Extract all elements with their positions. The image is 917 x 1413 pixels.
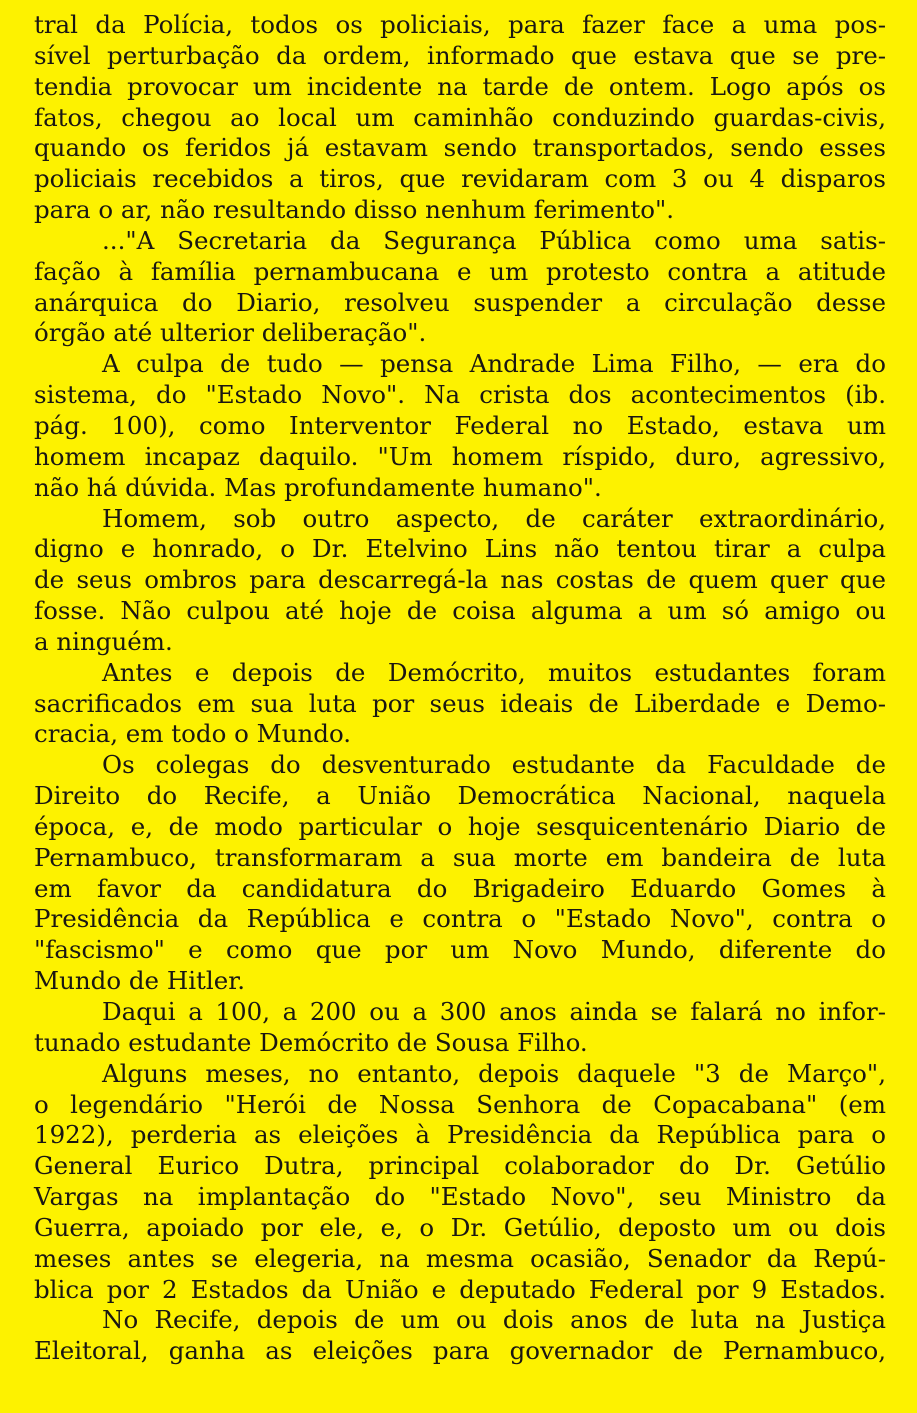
- text-line: Os colegas do desventurado estudante da Faculdade de: [102, 750, 886, 780]
- text-line: ..."A Secretaria da Segurança Pública como uma satis-: [102, 225, 886, 255]
- text-line: Mundo de Hitler.: [34, 966, 246, 996]
- text-line: fosse. Não culpou até hoje de coisa alguma a um só amigo ou: [34, 596, 886, 626]
- text-line: "fascismo" e como que por um Novo Mundo, diferente do: [34, 935, 886, 965]
- text-line: Pernambuco, transformaram a sua morte em bandeira de luta: [34, 842, 886, 872]
- text-line: não há dúvida. Mas profundamente humano".: [34, 472, 602, 502]
- text-line: tral da Polícia, todos os policiais, para fazer face a uma pos-: [34, 10, 886, 39]
- text-line: anárquica do Diario, resolveu suspender a circulação desse: [34, 287, 886, 317]
- text-line: sacrificados em sua luta por seus ideais de Liberdade e Demo-: [34, 688, 886, 718]
- text-line: General Eurico Dutra, principal colaborador do Dr. Getúlio: [34, 1151, 886, 1181]
- text-line: Direito do Recife, a União Democrática Nacional, naquela: [34, 781, 886, 811]
- text-line: homem incapaz daquilo. "Um homem ríspido, duro, agressivo,: [34, 441, 886, 471]
- text-line: A culpa de tudo — pensa Andrade Lima Filho, — era do: [102, 349, 886, 379]
- text-line: digno e honrado, o Dr. Etelvino Lins não tentou tirar a culpa: [34, 534, 886, 564]
- text-line: blica por 2 Estados da União e deputado Federal por 9 Estados.: [34, 1274, 886, 1304]
- text-line: fatos, chegou ao local um caminhão conduzindo guardas-civis,: [34, 102, 886, 132]
- text-line: Alguns meses, no entanto, depois daquele "3 de Março",: [102, 1058, 886, 1088]
- text-line: Guerra, apoiado por ele, e, o Dr. Getúlio, deposto um ou dois: [34, 1212, 886, 1242]
- text-line: tunado estudante Demócrito de Sousa Filho.: [34, 1027, 588, 1057]
- text-line: a ninguém.: [34, 626, 173, 656]
- text-line: meses antes se elegeria, na mesma ocasião, Senador da Repú-: [34, 1243, 886, 1273]
- text-line: policiais recebidos a tiros, que revidaram com 3 ou 4 disparos: [34, 164, 886, 194]
- text-line: Homem, sob outro aspecto, de caráter extraordinário,: [102, 503, 886, 533]
- text-line: época, e, de modo particular o hoje sesquicentenário Diario de: [34, 811, 886, 841]
- text-line: quando os feridos já estavam sendo transportados, sendo esses: [34, 133, 886, 163]
- text-line: o legendário "Herói de Nossa Senhora de Copacabana" (em: [34, 1089, 886, 1119]
- text-line: de seus ombros para descarregá-la nas costas de quem quer que: [34, 565, 886, 595]
- text-line: Presidência da República e contra o "Estado Novo", contra o: [34, 904, 886, 934]
- text-line: Eleitoral, ganha as eleições para governador de Pernambuco,: [34, 1336, 886, 1366]
- text-line: sível perturbação da ordem, informado que estava que se pre-: [34, 40, 886, 70]
- text-line: Daqui a 100, a 200 ou a 300 anos ainda se falará no infor-: [102, 997, 886, 1026]
- text-line: em favor da candidatura do Brigadeiro Eduardo Gomes à: [34, 873, 886, 903]
- text-line: Vargas na implantação do "Estado Novo", seu Ministro da: [34, 1182, 886, 1212]
- text-line: 1922), perderia as eleições à Presidência da República para o: [34, 1120, 886, 1150]
- text-line: No Recife, depois de um ou dois anos de luta na Justiça: [102, 1305, 886, 1335]
- text-line: tendia provocar um incidente na tarde de ontem. Logo após os: [34, 71, 886, 101]
- text-line: órgão até ulterior deliberação".: [34, 318, 427, 348]
- body-text: [34, 10, 886, 1367]
- text-line: Antes e depois de Demócrito, muitos estudantes foram: [102, 657, 886, 687]
- text-line: sistema, do "Estado Novo". Na crista dos acontecimentos (ib.: [34, 380, 886, 410]
- text-line: para o ar, não resultando disso nenhum ferimento".: [34, 195, 675, 225]
- text-line: cracia, em todo o Mundo.: [34, 719, 352, 749]
- text-line: pág. 100), como Interventor Federal no Estado, estava um: [34, 410, 886, 440]
- text-line: fação à família pernambucana e um protesto contra a atitude: [34, 256, 886, 286]
